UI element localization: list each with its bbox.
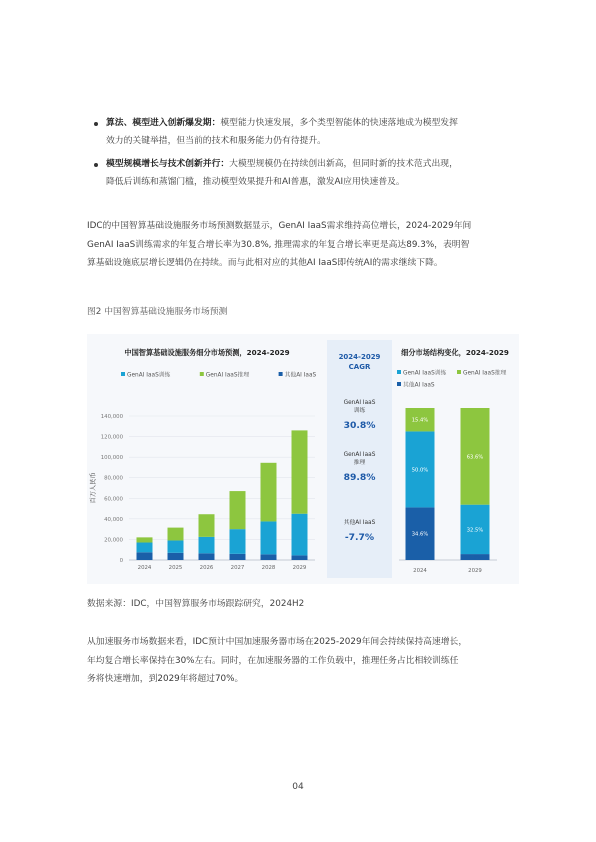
bar-segment [261, 521, 277, 554]
cagr-title: CAGR [348, 363, 371, 371]
x-tick-label: 2025 [168, 565, 183, 571]
bar-segment [199, 514, 215, 537]
bar-segment [168, 528, 184, 541]
data-label: 50.0% [411, 467, 429, 474]
chart-title: 细分市场结构变化，2024-2029 [401, 348, 509, 357]
paragraph-line: 务将快速增加，到2029年将超过70%。 [87, 674, 244, 684]
bar-segment [137, 537, 153, 542]
legend-label: GenAI IaaS推理 [205, 372, 250, 379]
cagr-row-value: -7.7% [344, 532, 375, 543]
paragraph-line: 从加速服务市场数据来看，IDC预计中国加速服务器市场在2025-2029年间会持续保持高速增长， [87, 637, 468, 647]
x-tick-label: 2029 [468, 568, 482, 574]
x-tick-label: 2029 [292, 565, 307, 571]
bullet-body-cont: 降低后训练和蒸馏门槛，推动模型效果提升和AI普惠，激发AI应用快速普及。 [106, 176, 405, 187]
data-label: 32.5% [466, 527, 484, 534]
legend-swatch [397, 370, 401, 374]
bar-segment [168, 540, 184, 552]
bullet-item [92, 156, 532, 191]
bullet-dot-icon [94, 122, 98, 126]
legend-label: GenAI IaaS训练 [403, 370, 447, 377]
y-tick-label: 100,000 [100, 455, 123, 462]
y-tick-label: 80,000 [104, 475, 123, 482]
data-source: 数据来源：IDC，中国智算服务市场跟踪研究，2024H2 [87, 599, 305, 609]
bullet-body: 大模型规模仍在持续创出新高，但同时新的技术范式出现， [229, 159, 458, 169]
paragraph-accelerated-servers [87, 633, 519, 689]
data-label: 34.6% [411, 531, 429, 538]
bar-segment [230, 491, 246, 529]
bullet-title: 算法、模型进入创新爆发期： [106, 118, 221, 128]
cagr-row-label: GenAI IaaS [343, 400, 376, 406]
page-number: 04 [292, 782, 304, 792]
legend-swatch [279, 372, 283, 376]
bar-segment [230, 529, 246, 554]
bullet-list [92, 115, 532, 197]
legend-swatch [397, 382, 401, 386]
x-tick-label: 2024 [137, 565, 152, 571]
data-label: 63.6% [466, 454, 484, 461]
bullet-item [92, 115, 532, 150]
y-tick-label: 20,000 [104, 537, 123, 544]
cagr-row-label: 推理 [353, 460, 366, 466]
figure-svg [87, 334, 519, 584]
bar-segment [292, 514, 308, 556]
bullet-body: 模型能力快速发展，多个类型智能体的快速落地成为模型发挥 [220, 118, 458, 128]
cagr-title: 2024-2029 [338, 353, 381, 361]
legend-swatch [200, 372, 204, 376]
data-label: 15.4% [411, 417, 429, 424]
paragraph-idc-forecast [87, 217, 519, 273]
x-tick-label: 2024 [413, 568, 427, 574]
cagr-row-label: 训练 [353, 408, 366, 414]
legend-swatch [121, 372, 125, 376]
chart-title: 中国智算基础设施服务细分市场预测，2024-2029 [124, 348, 290, 357]
cagr-row-label: GenAI IaaS [343, 452, 376, 458]
y-axis-label: 百万人民币 [90, 472, 97, 504]
bullet-title: 模型规模增长与技术创新并行： [106, 159, 230, 169]
paragraph-line: GenAI IaaS训练需求的年复合增长率为30.8%, 推理需求的年复合增长率更是高达89.3%，表明智 [87, 239, 470, 250]
bar-segment [292, 555, 308, 560]
paragraph-line: 算基础设施底层增长逻辑仍在持续。而与此相对应的其他AI IaaS即传统AI的需求继续下降。 [87, 258, 443, 268]
bar-segment [261, 463, 277, 522]
x-tick-label: 2027 [230, 565, 245, 571]
cagr-row-label: 其他AI IaaS [343, 520, 376, 526]
bar-segment [261, 554, 277, 560]
paragraph-line: IDC的中国智算基础设施服务市场预测数据显示，GenAI IaaS需求维持高位增长，2024-2029年间 [87, 221, 472, 231]
bar-segment [168, 553, 184, 560]
y-tick-label: 40,000 [104, 516, 123, 523]
y-tick-label: 140,000 [100, 414, 123, 420]
x-tick-label: 2028 [261, 565, 276, 571]
bar-segment [292, 430, 308, 513]
legend-label: GenAI IaaS推理 [463, 370, 507, 377]
bullet-body-cont: 效力的关键举措，但当前的技术和服务能力仍有待提升。 [106, 135, 326, 146]
figure-caption: 图2 中国智算基础设施服务市场预测 [87, 307, 228, 317]
y-tick-label: 0 [119, 558, 123, 564]
figure-chart-panel [87, 334, 519, 584]
bar-segment [199, 553, 215, 560]
y-tick-label: 60,000 [104, 496, 123, 503]
cagr-row-value: 89.8% [343, 472, 376, 483]
legend-label: 其他AI IaaS [284, 372, 317, 379]
bar-segment [137, 543, 153, 553]
bar-segment [230, 554, 246, 560]
legend-swatch [457, 370, 461, 374]
cagr-row-value: 30.8% [343, 420, 376, 431]
legend-label: 其他AI IaaS [403, 382, 435, 389]
data-label: 3.9% [468, 555, 482, 561]
bullet-dot-icon [94, 163, 98, 167]
x-tick-label: 2026 [199, 565, 214, 571]
bar-segment [199, 537, 215, 553]
legend-label: GenAI IaaS训练 [127, 372, 171, 379]
paragraph-line: 年均复合增长率保持在30%左右。同时，在加速服务器的工作负载中，推理任务占比相较训练任 [87, 655, 459, 666]
bar-segment [137, 552, 153, 560]
y-tick-label: 120,000 [100, 434, 123, 441]
